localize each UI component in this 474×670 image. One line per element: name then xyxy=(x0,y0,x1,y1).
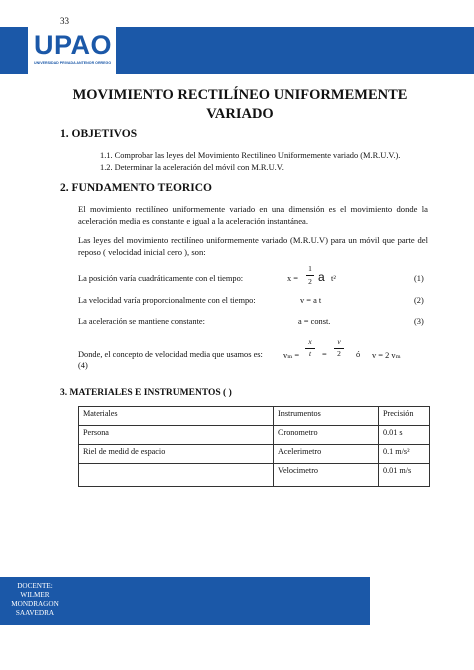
eq1-numerator: 1 xyxy=(308,264,312,273)
media-vm: vₘ = xyxy=(283,351,300,360)
media-o: ó xyxy=(356,350,361,359)
header-right-block xyxy=(116,27,474,74)
objetivo-item-1: 1.1. Comprobar las leyes del Movimiento Rectilineo Uniformemente variado (M.R.U.V.). xyxy=(100,151,401,160)
eq3: a = const. xyxy=(298,317,331,326)
table-cell: Riel de medid de espacio xyxy=(79,445,274,464)
table-cell: Persona xyxy=(79,426,274,445)
law-1-number: (1) xyxy=(414,274,424,283)
eq1-fraction-bar xyxy=(306,275,314,276)
header-band xyxy=(0,27,474,74)
table-cell: 0.01 s xyxy=(379,426,430,445)
media-label: Donde, el concepto de velocidad media que usamos es: xyxy=(78,350,263,359)
table-cell: Acelerimetro xyxy=(274,445,379,464)
fundamento-heading: 2. FUNDAMENTO TEORICO xyxy=(60,182,212,194)
eq1-denominator: 2 xyxy=(308,277,312,286)
objetivos-heading: 1. OBJETIVOS xyxy=(60,128,138,140)
media-equals: = xyxy=(322,350,327,359)
law-2-label: La velocidad varía proporcionalmente con el tiempo: xyxy=(78,296,256,305)
media-x: x xyxy=(308,337,312,346)
eq2: v = a t xyxy=(300,296,322,305)
docente-name-line: SAAVEDRA xyxy=(15,609,55,617)
table-cell: 0.01 m/s xyxy=(379,464,430,487)
materiales-heading: 3. MATERIALES E INSTRUMENTOS ( ) xyxy=(60,388,232,398)
table-cell: 0.1 m/s² xyxy=(379,445,430,464)
eq1-acceleration: a xyxy=(318,270,325,284)
header-left-block xyxy=(0,27,28,74)
table-header-cell: Precisión xyxy=(379,407,430,426)
law-2-number: (2) xyxy=(414,296,424,305)
media-number: (4) xyxy=(78,361,88,370)
law-3-number: (3) xyxy=(414,317,424,326)
docente-box xyxy=(0,577,70,625)
media-t: t xyxy=(308,349,312,358)
table-header-cell: Materiales xyxy=(79,407,274,426)
table-header-cell: Instrumentos xyxy=(274,407,379,426)
upao-logo xyxy=(28,27,116,74)
logo-wordmark: UPAO xyxy=(34,30,113,60)
media-final: v = 2 vₘ xyxy=(372,351,401,360)
logo-subtitle: UNIVERSIDAD PRIVADA ANTENOR ORREGO xyxy=(34,61,112,65)
table-cell: Velocimetro xyxy=(274,464,379,487)
docente-info xyxy=(0,577,70,618)
docente-label: DOCENTE: xyxy=(17,582,53,590)
table-row xyxy=(79,445,430,464)
page-number: 33 xyxy=(60,16,69,26)
table-cell: Cronometro xyxy=(274,426,379,445)
table-header-row xyxy=(79,407,430,426)
materials-table xyxy=(78,406,430,487)
docente-name-line: MONDRAGON xyxy=(11,600,59,608)
objetivo-item-2: 1.2. Determinar la aceleración del móvil con M.R.U.V. xyxy=(100,163,284,172)
eq1-rest: t² xyxy=(331,274,336,283)
table-row xyxy=(79,464,430,487)
fundamento-paragraph-1: El movimiento rectilíneo uniformemente variado en una dimensión es el movimiento donde la aceleración media es constante e igual a la aceleración instantánea. xyxy=(78,204,428,226)
media-two: 2 xyxy=(337,349,341,358)
table-row xyxy=(79,426,430,445)
eq1-lhs: x = xyxy=(287,274,299,283)
docente-name-line: WILMER xyxy=(20,591,50,599)
page-title: MOVIMIENTO RECTILÍNEO UNIFORMEMENTE VARIADO xyxy=(72,87,408,122)
law-3-label: La aceleración se mantiene constante: xyxy=(78,317,205,326)
footer-band xyxy=(70,577,370,625)
fundamento-paragraph-2: Las leyes del movimiento rectilíneo uniformemente variado (M.R.U.V) para un móvil que parte del reposo ( velocidad inicial cero ), son: xyxy=(78,235,428,257)
table-cell xyxy=(79,464,274,487)
media-v: v xyxy=(337,337,341,346)
law-1-label: La posición varía cuadráticamente con el tiempo: xyxy=(78,274,244,283)
